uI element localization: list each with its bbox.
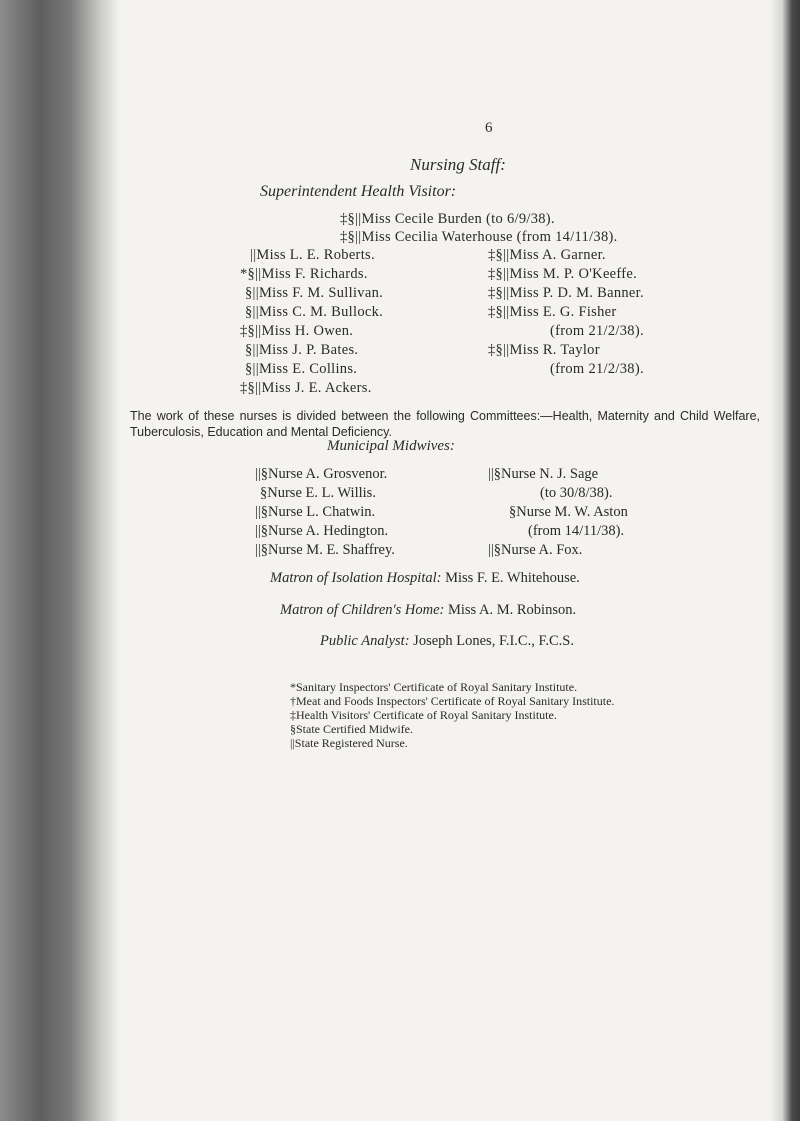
analyst-name: Joseph Lones, F.I.C., F.C.S. [413,633,574,649]
left-column-entry: §||Miss F. M. Sullivan. [245,285,384,301]
committees-paragraph: The work of these nurses is divided between the following Committees:—Health, Maternity and Child Welfare, Tuberculosis, Education and Mental Deficiency. [130,409,760,439]
matron-home-name: Miss A. M. Robinson. [447,602,577,618]
left-column-entry: ||Miss L. E. Roberts. [250,247,375,263]
superintendent-label: Superintendent Health Visitor: [260,183,457,200]
right-column-entry: ‡§||Miss A. Garner. [488,247,606,263]
left-column-entry: *§||Miss F. Richards. [240,266,368,282]
midwife-left-entry: ||§Nurse M. E. Shaffrey. [255,542,395,558]
matron-isolation-line [270,570,580,587]
midwife-right-entry: (to 30/8/38). [540,485,613,501]
page-number: 6 [485,120,493,136]
right-column-entry: ‡§||Miss P. D. M. Banner. [488,285,644,301]
left-column-entry: ‡§||Miss H. Owen. [240,323,354,339]
page-binding-shadow-right [770,0,800,1121]
midwife-right-entry: ||§Nurse A. Fox. [488,542,583,558]
left-column-entry: ‡§||Miss J. E. Ackers. [240,380,372,396]
midwives-heading: Municipal Midwives: [327,438,455,454]
footnote: ||State Registered Nurse. [290,736,408,750]
midwife-left-entry: ||§Nurse A. Grosvenor. [255,466,388,482]
midwife-left-entry: ||§Nurse L. Chatwin. [255,504,376,520]
matron-home-line [280,602,576,619]
right-column-entry: (from 21/2/38). [550,323,644,339]
page-binding-shadow-left [0,0,120,1121]
page-title: Nursing Staff: [410,155,506,174]
superintendent-entry-1: ‡§||Miss Cecile Burden (to 6/9/38). [340,211,555,227]
footnote: §State Certified Midwife. [290,722,413,736]
document-page [150,0,770,1121]
right-column-entry: ‡§||Miss R. Taylor [488,342,600,358]
right-column-entry: (from 21/2/38). [550,361,644,377]
left-column-entry: §||Miss E. Collins. [245,361,358,377]
analyst-label: Public Analyst: [320,633,410,649]
left-column-entry: §||Miss C. M. Bullock. [245,304,384,320]
analyst-line [320,633,574,650]
right-column-entry: ‡§||Miss M. P. O'Keeffe. [488,266,638,282]
footnote: †Meat and Foods Inspectors' Certificate of Royal Sanitary Institute. [290,694,615,708]
footnote: ‡Health Visitors' Certificate of Royal Sanitary Institute. [290,708,557,722]
midwife-right-entry: §Nurse M. W. Aston [509,504,628,520]
matron-isolation-label: Matron of Isolation Hospital: [270,570,442,586]
footnotes [290,680,614,750]
midwife-right-entry: (from 14/11/38). [528,523,625,539]
matron-isolation-name: Miss F. E. Whitehouse. [445,570,580,586]
footnote: *Sanitary Inspectors' Certificate of Royal Sanitary Institute. [290,680,578,694]
midwife-left-entry: §Nurse E. L. Willis. [260,485,376,501]
right-column-entry: ‡§||Miss E. G. Fisher [488,304,617,320]
matron-home-label: Matron of Children's Home: [280,602,445,618]
left-column-entry: §||Miss J. P. Bates. [245,342,359,358]
midwife-right-entry: ||§Nurse N. J. Sage [488,466,599,482]
superintendent-entry-2: ‡§||Miss Cecilia Waterhouse (from 14/11/38). [340,229,618,245]
midwife-left-entry: ||§Nurse A. Hedington. [255,523,389,539]
